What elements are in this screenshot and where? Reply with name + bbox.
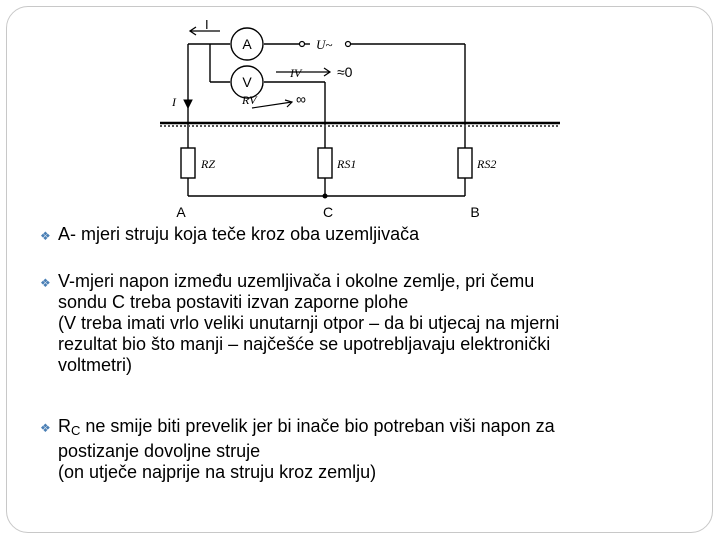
earthing-circuit-diagram bbox=[0, 0, 720, 230]
iv-label: IV bbox=[290, 66, 302, 80]
i-label: I bbox=[172, 95, 176, 109]
bullet-ammeter bbox=[40, 224, 700, 245]
rs2-label: RS2 bbox=[477, 157, 497, 171]
bullet-marker-icon: ❖ bbox=[40, 229, 51, 243]
bullet-marker-icon: ❖ bbox=[40, 421, 51, 435]
bullet-line: A- mjeri struju koja teče kroz oba uzemljivača bbox=[58, 224, 420, 244]
bullet-line: postizanje dovoljne struje bbox=[58, 441, 261, 461]
bullet-marker-icon: ❖ bbox=[40, 276, 51, 290]
bullet-line: (V treba imati vrlo veliki unutarnji otpor – da bi utjecaj na mjerni bbox=[58, 313, 560, 333]
bullet-line: rezultat bio što manji – najčešće se upotrebljavaju elektronički bbox=[58, 334, 551, 354]
current-label: I bbox=[205, 17, 209, 32]
supply-node-right bbox=[346, 42, 351, 47]
resistor-rz bbox=[181, 148, 195, 178]
iv-arrow bbox=[276, 68, 330, 76]
voltmeter-label: V bbox=[242, 74, 252, 90]
rc-symbol: R bbox=[58, 416, 71, 436]
rz-label: RZ bbox=[201, 157, 216, 171]
bullet-rc bbox=[40, 416, 700, 483]
point-a-label: A bbox=[176, 204, 186, 220]
bullet-list bbox=[40, 224, 700, 483]
supply-node-left bbox=[300, 42, 305, 47]
ground-surface bbox=[160, 123, 560, 126]
bullet-line: voltmetri) bbox=[58, 355, 133, 375]
rc-line-text: ne smije biti prevelik jer bi inače bio potreban viši napon za bbox=[80, 416, 555, 436]
ammeter-label: A bbox=[242, 36, 252, 52]
bullet-line bbox=[58, 416, 700, 441]
resistor-rs1 bbox=[318, 148, 332, 178]
rv-arrow bbox=[252, 100, 292, 108]
bullet-line: sondu C treba postaviti izvan zaporne plohe bbox=[58, 292, 409, 312]
supply-label: U~ bbox=[316, 37, 333, 52]
i-arrow bbox=[184, 100, 192, 108]
rs1-label: RS1 bbox=[337, 157, 357, 171]
approx-zero-label: ≈0 bbox=[337, 64, 353, 80]
bullet-voltmeter bbox=[40, 271, 700, 376]
resistor-rs2 bbox=[458, 148, 472, 178]
bullet-line: (on utječe najprije na struju kroz zemlju) bbox=[58, 462, 377, 482]
infinity-label: ∞ bbox=[296, 91, 306, 107]
point-b-label: B bbox=[470, 204, 480, 220]
rc-subscript: C bbox=[71, 423, 81, 438]
rv-label: RV bbox=[242, 93, 257, 107]
point-c-label: C bbox=[322, 204, 334, 220]
bullet-line: V-mjeri napon između uzemljivača i okolne zemlje, pri čemu bbox=[58, 271, 535, 291]
junction-c bbox=[323, 194, 328, 199]
